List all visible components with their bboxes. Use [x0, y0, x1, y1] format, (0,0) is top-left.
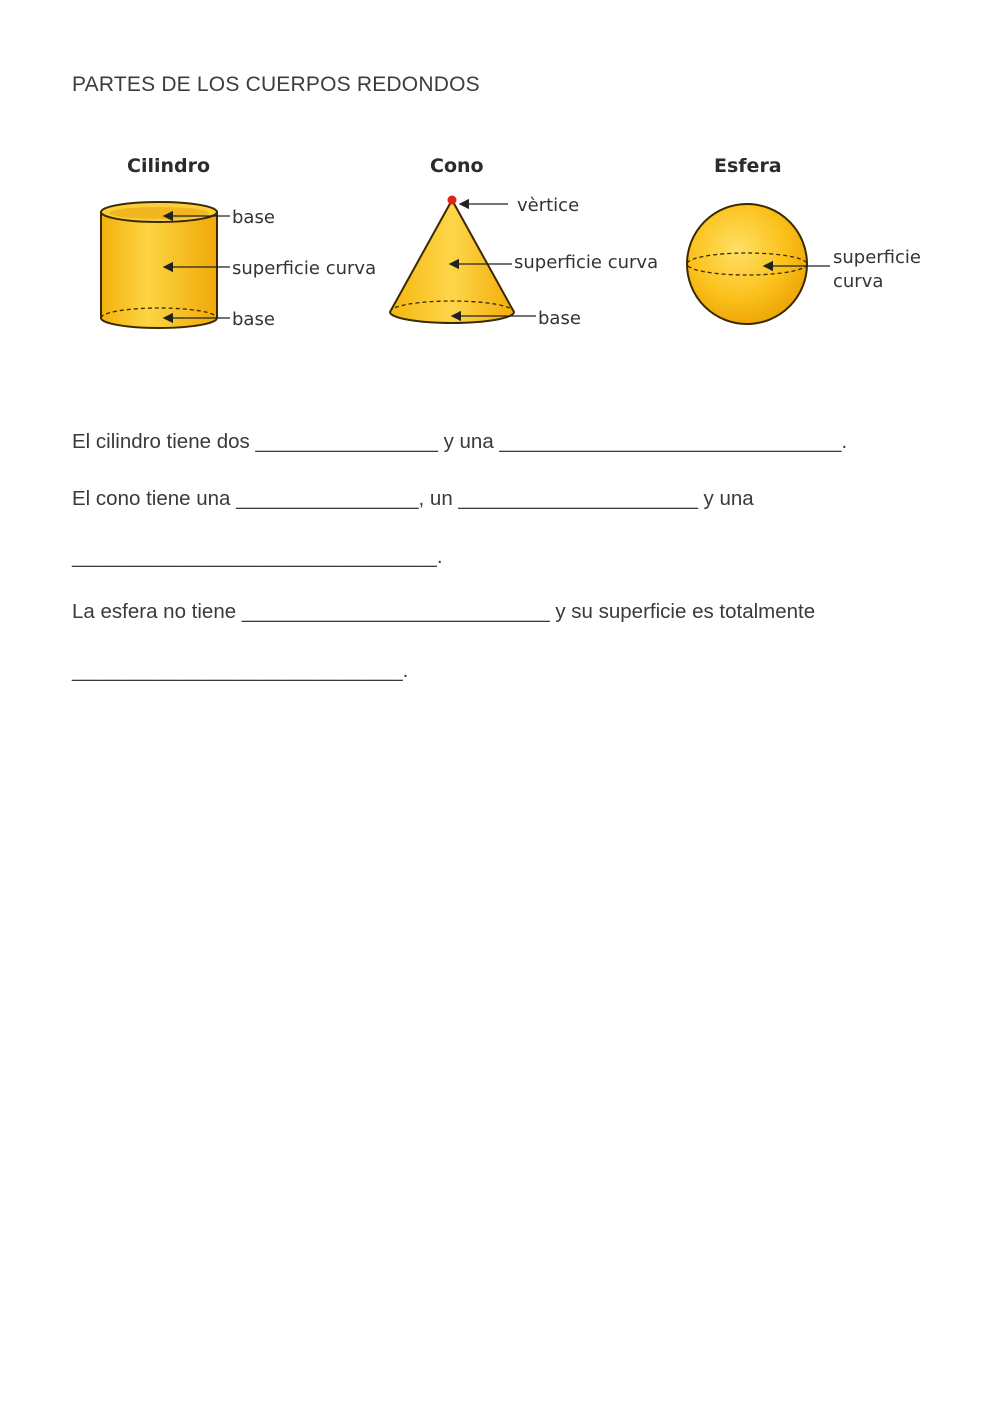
cone-vertex-dot — [448, 196, 457, 205]
cone-diagram — [390, 155, 658, 329]
round-solids-figure — [80, 140, 932, 345]
sphere-surface-label-line1: superficie — [833, 247, 921, 268]
cylinder-diagram — [101, 155, 376, 330]
cylinder-top-base-label: base — [232, 207, 275, 228]
cylinder-surface-label: superficie curva — [232, 258, 377, 279]
cone-base-label: base — [538, 308, 581, 329]
sphere-diagram — [687, 155, 921, 324]
cone-surface-label: superficie curva — [514, 252, 659, 273]
cylinder-title: Cilindro — [127, 155, 211, 177]
exercise-line-cone-continued: ________________________________. — [72, 545, 443, 568]
cylinder-top-inner-shade — [109, 207, 209, 219]
cone-title: Cono — [430, 155, 484, 177]
exercise-line-cylinder: El cilindro tiene dos ________________ y una ______________________________. — [72, 430, 848, 453]
page-title: PARTES DE LOS CUERPOS REDONDOS — [72, 73, 480, 96]
sphere-title: Esfera — [714, 155, 782, 177]
exercise-line-sphere-continued: _____________________________. — [72, 659, 409, 682]
exercise-line-cone: El cono tiene una ________________, un _____________________ y una — [72, 487, 754, 510]
cylinder-bottom-base-label: base — [232, 309, 275, 330]
sphere-surface-label-line2: curva — [833, 271, 884, 292]
cone-vertex-label: vèrtice — [517, 195, 580, 216]
exercise-line-sphere: La esfera no tiene ___________________________ y su superficie es totalmente — [72, 600, 816, 623]
sphere-body — [687, 204, 807, 324]
